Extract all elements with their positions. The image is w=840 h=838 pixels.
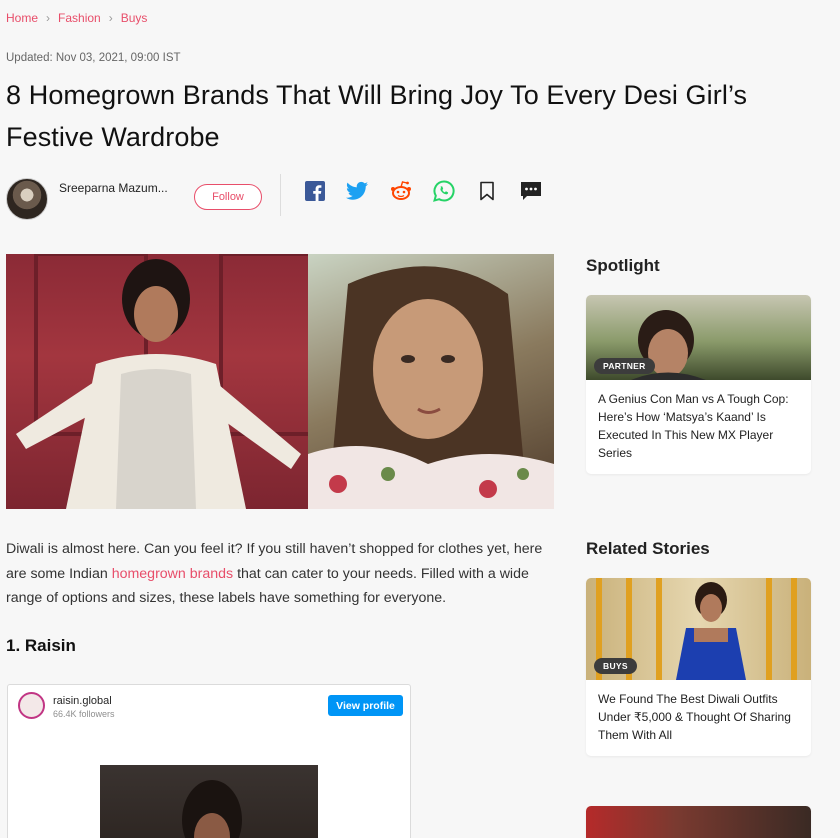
related-stories-heading: Related Stories xyxy=(586,539,710,558)
author-row xyxy=(6,178,566,222)
buys-tag: BUYS xyxy=(594,658,637,674)
related-story-image-2 xyxy=(586,806,811,838)
instagram-avatar[interactable] xyxy=(18,692,45,719)
bookmark-icon[interactable] xyxy=(476,180,498,202)
updated-timestamp: Updated: Nov 03, 2021, 09:00 IST xyxy=(6,52,181,64)
spotlight-card[interactable] xyxy=(586,295,811,474)
instagram-username[interactable]: raisin.global xyxy=(53,695,112,707)
related-story-title[interactable]: We Found The Best Diwali Outfits Under ₹5,000 & Thought Of Sharing Them With All xyxy=(598,692,791,742)
breadcrumb xyxy=(6,11,147,25)
breadcrumb-fashion[interactable]: Fashion xyxy=(58,11,101,25)
whatsapp-icon[interactable] xyxy=(433,180,455,202)
comment-icon[interactable] xyxy=(520,180,542,202)
author-avatar[interactable] xyxy=(6,178,48,220)
reddit-icon[interactable] xyxy=(390,180,412,202)
hero-image xyxy=(6,254,554,509)
view-profile-button[interactable]: View profile xyxy=(328,695,403,716)
article-headline: 8 Homegrown Brands That Will Bring Joy To Every Desi Girl’s Festive Wardrobe xyxy=(6,80,748,152)
partner-tag: PARTNER xyxy=(594,358,655,374)
intro-text-2: that can cater to your needs. Filled with a wide range of options and sizes, these labels have something for everyone. xyxy=(6,565,529,606)
spotlight-card-image xyxy=(586,295,811,380)
facebook-icon[interactable] xyxy=(304,180,326,202)
hero-image-left xyxy=(6,254,308,509)
related-story-card[interactable] xyxy=(586,578,811,756)
chevron-right-icon: › xyxy=(108,11,113,25)
follow-button[interactable]: Follow xyxy=(194,184,262,210)
spotlight-card-title[interactable]: A Genius Con Man vs A Tough Cop: Here’s How ‘Matsya’s Kaand’ Is Executed In This New MX Player Series xyxy=(598,392,789,460)
instagram-embed xyxy=(7,684,411,838)
homegrown-brands-link[interactable]: homegrown brands xyxy=(111,565,234,582)
section-heading-raisin: 1. Raisin xyxy=(6,636,76,655)
related-story-image xyxy=(586,578,811,680)
instagram-post-image[interactable] xyxy=(100,765,318,838)
intro-text-1: Diwali is almost here. Can you feel it? If you still haven’t shopped for clothes yet, here are some Indian xyxy=(6,541,543,582)
instagram-followers: 66.4K followers xyxy=(53,709,115,719)
divider xyxy=(280,174,281,216)
article-intro xyxy=(6,537,556,611)
chevron-right-icon: › xyxy=(46,11,51,25)
breadcrumb-home[interactable]: Home xyxy=(6,11,39,25)
author-name[interactable]: Sreeparna Mazum... xyxy=(59,181,168,195)
related-story-card-2[interactable] xyxy=(586,806,811,838)
spotlight-heading: Spotlight xyxy=(586,256,660,275)
twitter-icon[interactable] xyxy=(346,180,368,202)
hero-image-right xyxy=(308,254,554,509)
breadcrumb-buys[interactable]: Buys xyxy=(120,11,148,25)
